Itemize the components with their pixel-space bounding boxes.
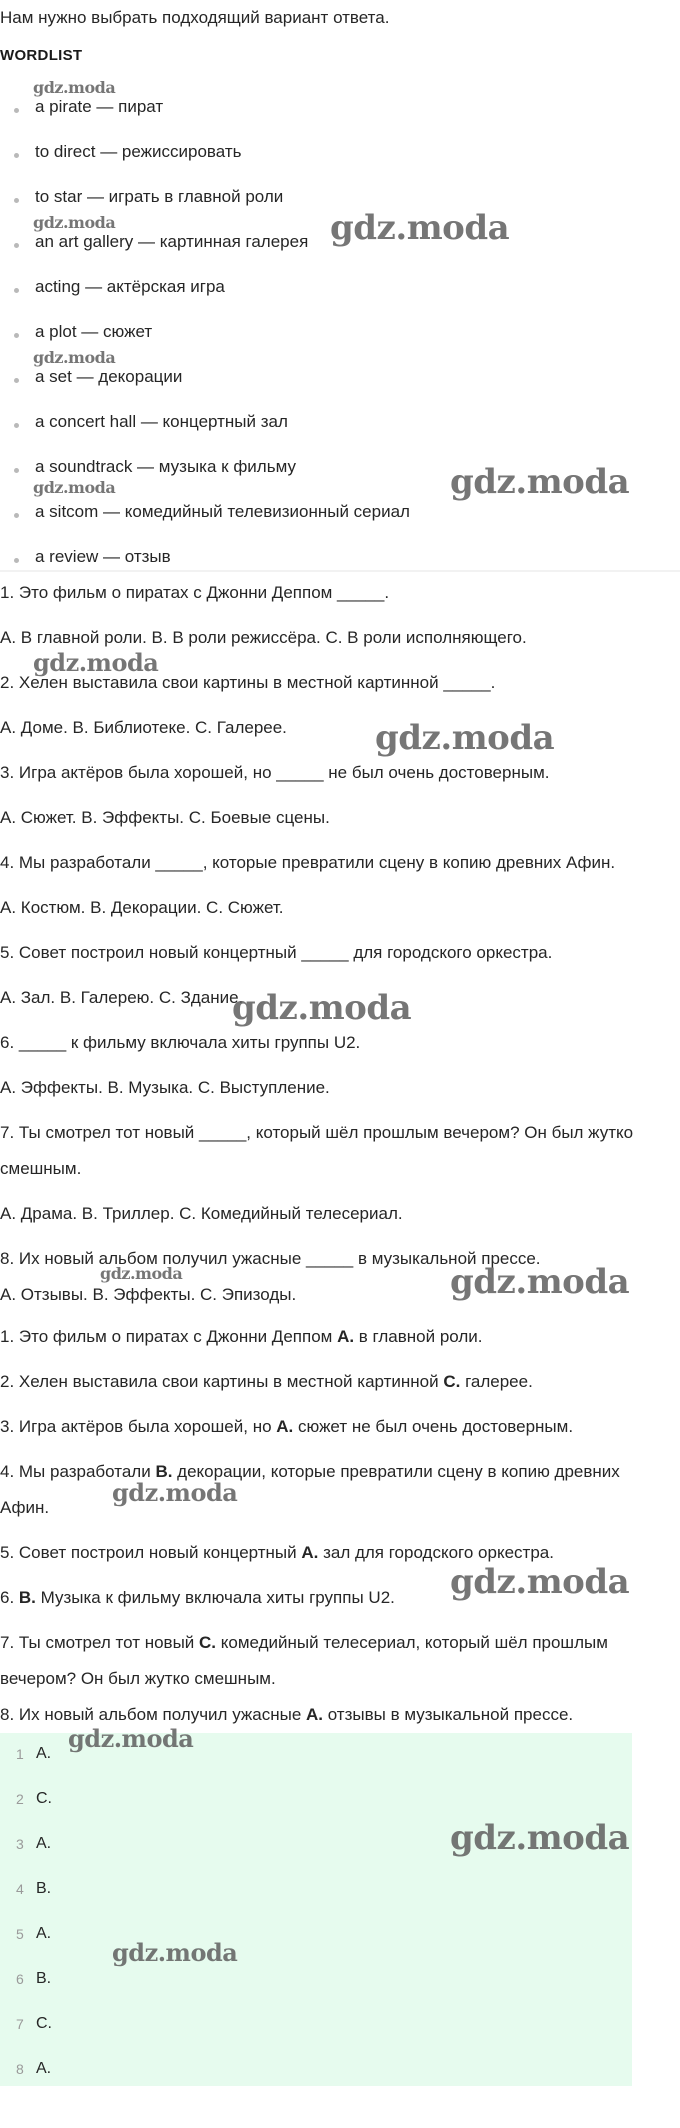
watermark: gdz.moda [330, 208, 510, 248]
list-bullet [14, 423, 19, 428]
answer-number: 6 [16, 1971, 24, 1987]
watermark: gdz.moda [33, 478, 116, 497]
solution-line: 4. Мы разработали B. декорации, которые превратили сцену в копию древних [0, 1462, 620, 1481]
watermark: gdz.moda [450, 1818, 630, 1858]
question-options: A. Зал. B. Галерею. C. Здание. [0, 988, 244, 1007]
solution-line: 1. Это фильм о пиратах с Джонни Деппом A. в главной роли. [0, 1327, 483, 1346]
list-bullet [14, 198, 19, 203]
list-bullet [14, 513, 19, 518]
question-line: 1. Это фильм о пиратах с Джонни Деппом _____. [0, 583, 390, 602]
list-bullet [14, 378, 19, 383]
wordlist-heading: WORDLIST [0, 47, 83, 64]
question-options: A. Сюжет. B. Эффекты. C. Боевые сцены. [0, 808, 330, 827]
wordlist-item: a pirate — пират [35, 97, 164, 116]
watermark: gdz.moda [450, 1262, 630, 1302]
answer-value: C. [36, 1790, 52, 1807]
answer-number: 2 [16, 1791, 24, 1807]
solution-line: 8. Их новый альбом получил ужасные A. отзывы в музыкальной прессе. [0, 1705, 574, 1724]
solution-line: 6. B. Музыка к фильму включала хиты группы U2. [0, 1588, 395, 1607]
watermark: gdz.moda [100, 1264, 183, 1283]
answer-value: B. [36, 1970, 52, 1987]
answer-number: 4 [16, 1881, 24, 1897]
watermark: gdz.moda [232, 988, 412, 1028]
wordlist-item: a concert hall — концертный зал [35, 412, 288, 431]
solution-line-continued: вечером? Он был жутко смешным. [0, 1669, 276, 1688]
wordlist-item: an art gallery — картинная галерея [35, 232, 309, 251]
watermark: gdz.moda [112, 1938, 238, 1967]
wordlist-item: a review — отзыв [35, 547, 171, 566]
intro-text: Нам нужно выбрать подходящий вариант ответа. [0, 8, 390, 27]
watermark: gdz.moda [33, 213, 116, 232]
list-bullet [14, 243, 19, 248]
wordlist-item: a soundtrack — музыка к фильму [35, 457, 296, 476]
solution-line: 7. Ты смотрел тот новый C. комедийный телесериал, который шёл прошлым [0, 1633, 608, 1652]
answer-value: C. [36, 2015, 52, 2032]
answer-number: 3 [16, 1836, 24, 1852]
question-options: A. Костюм. B. Декорации. C. Сюжет. [0, 898, 284, 917]
solution-line: 5. Совет построил новый концертный A. зал для городского оркестра. [0, 1543, 554, 1562]
question-options: A. Драма. B. Триллер. C. Комедийный телесериал. [0, 1204, 403, 1223]
wordlist-item: a plot — сюжет [35, 322, 153, 341]
answer-value: A. [36, 1745, 52, 1762]
question-options: A. Отзывы. B. Эффекты. C. Эпизоды. [0, 1285, 297, 1304]
question-line: 7. Ты смотрел тот новый _____, который шёл прошлым вечером? Он был жутко [0, 1123, 634, 1142]
wordlist-item: a set — декорации [35, 367, 183, 386]
answer-number: 8 [16, 2061, 24, 2077]
question-line: 8. Их новый альбом получил ужасные _____ в музыкальной прессе. [0, 1249, 541, 1268]
question-options: A. В главной роли. B. В роли режиссёра. C. В роли исполняющего. [0, 628, 527, 647]
question-options: A. Эффекты. B. Музыка. C. Выступление. [0, 1078, 330, 1097]
question-line: 5. Совет построил новый концертный _____ для городского оркестра. [0, 943, 553, 962]
list-bullet [14, 558, 19, 563]
answer-number: 1 [16, 1746, 24, 1762]
wordlist-item: to direct — режиссировать [35, 142, 242, 161]
watermark: gdz.moda [112, 1478, 238, 1507]
watermark: gdz.moda [375, 718, 555, 758]
wordlist-item: to star — играть в главной роли [35, 187, 284, 206]
divider [0, 570, 680, 572]
watermark: gdz.moda [68, 1724, 194, 1753]
watermark: gdz.moda [33, 348, 116, 367]
answer-value: B. [36, 1880, 52, 1897]
watermark: gdz.moda [33, 648, 159, 677]
watermark: gdz.moda [450, 462, 630, 502]
wordlist-item: acting — актёрская игра [35, 277, 225, 296]
list-bullet [14, 153, 19, 158]
question-line: 4. Мы разработали _____, которые превратили сцену в копию древних Афин. [0, 853, 616, 872]
question-options: A. Доме. B. Библиотеке. C. Галерее. [0, 718, 287, 737]
solution-line-continued: Афин. [0, 1498, 50, 1517]
list-bullet [14, 288, 19, 293]
question-line-continued: смешным. [0, 1159, 82, 1178]
watermark: gdz.moda [450, 1562, 630, 1602]
list-bullet [14, 108, 19, 113]
answer-value: A. [36, 1835, 52, 1852]
solution-line: 2. Хелен выставила свои картины в местной картинной C. галерее. [0, 1372, 533, 1391]
answer-key-box [0, 1733, 632, 2086]
answer-value: A. [36, 2060, 52, 2077]
wordlist-item: a sitcom — комедийный телевизионный сериал [35, 502, 410, 521]
question-line: 6. _____ к фильму включала хиты группы U2. [0, 1033, 361, 1052]
solution-line: 3. Игра актёров была хорошей, но A. сюжет не был очень достоверным. [0, 1417, 574, 1436]
answer-number: 5 [16, 1926, 24, 1942]
question-line: 3. Игра актёров была хорошей, но _____ не был очень достоверным. [0, 763, 550, 782]
list-bullet [14, 333, 19, 338]
answer-value: A. [36, 1925, 52, 1942]
watermark: gdz.moda [33, 78, 116, 97]
question-line: 2. Хелен выставила свои картины в местной картинной _____. [0, 673, 496, 692]
list-bullet [14, 468, 19, 473]
answer-number: 7 [16, 2016, 24, 2032]
